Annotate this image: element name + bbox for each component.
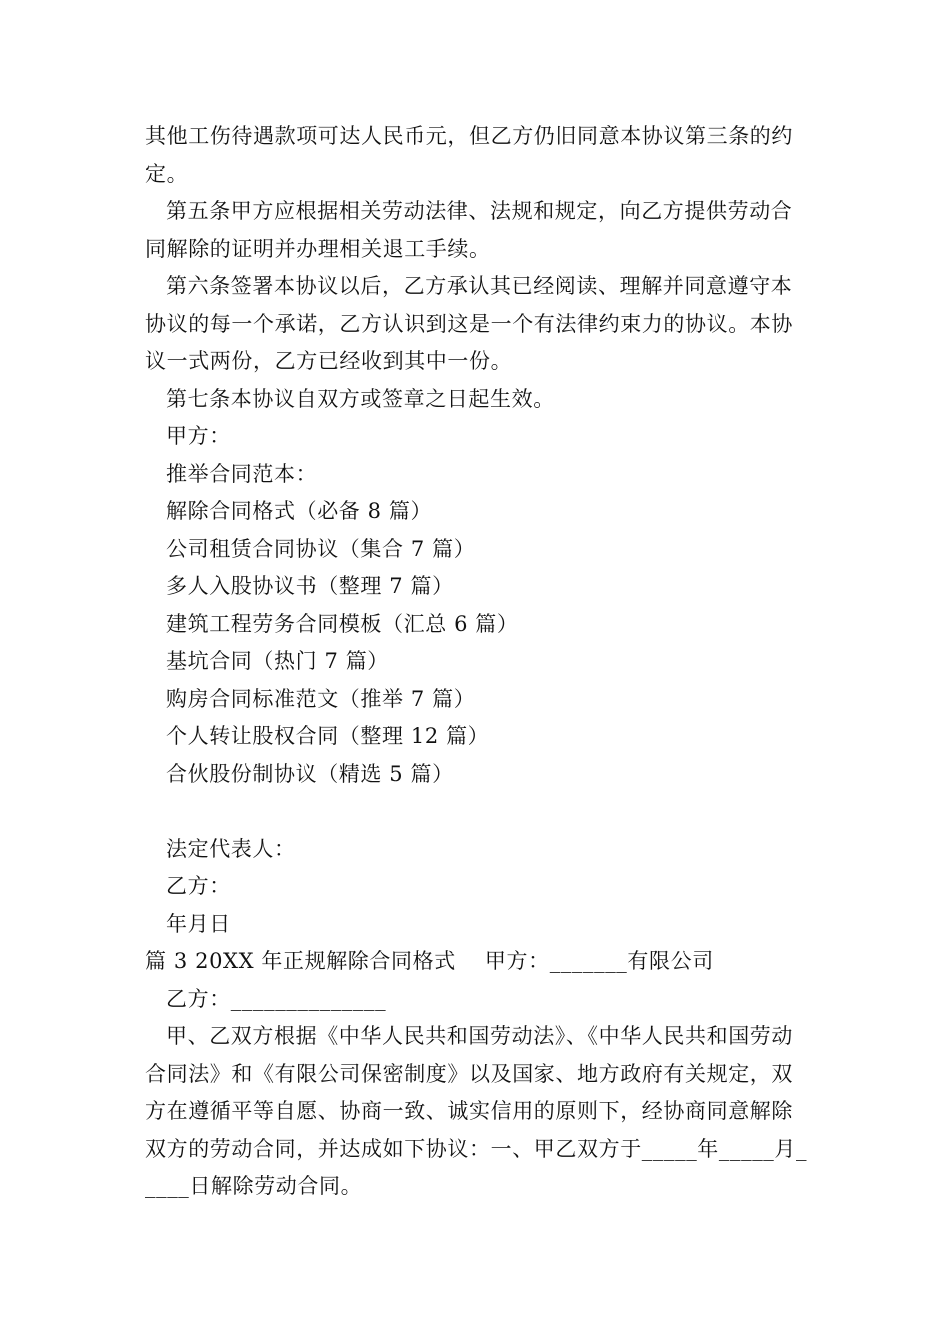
recommended-item[interactable]: 公司租赁合同协议（集合 7 篇）: [166, 536, 476, 561]
party-b-label: 乙方：: [166, 874, 231, 898]
recommended-item[interactable]: 建筑工程劳务合同模板（汇总 6 篇）: [166, 611, 519, 636]
recommended-item[interactable]: 多人入股协议书（整理 7 篇）: [166, 574, 454, 598]
paragraph-injury-compensation: 其他工伤待遇款项可达人民币元，但乙方仍旧同意本协议第三条的约定。: [145, 124, 793, 186]
recommended-item[interactable]: 基坑合同（热门 7 篇）: [166, 649, 389, 673]
recommended-item[interactable]: 个人转让股权合同（整理 12 篇）: [166, 724, 490, 748]
recommended-heading: 推举合同范本：: [166, 461, 318, 486]
legal-representative-label: 法定代表人：: [166, 836, 296, 861]
section-3-body: 甲、乙双方根据《中华人民共和国劳动法》、《中华人民共和国劳动合同法》和《有限公司保密制度》以及国家、地方政府有关规定，双方在遵循平等自愿、协商一致、诚实信用的原则下，经协商同意解除双方的劳动合同，并达成如下协议：一、甲乙双方于_____年_____月_____日解除劳动合同。: [145, 1024, 808, 1198]
document-body: [145, 118, 810, 1206]
party-a-label: 甲方：: [166, 424, 231, 448]
blank-line: [145, 793, 810, 831]
date-label: 年月日: [166, 911, 231, 936]
recommended-item[interactable]: 合伙股份制协议（精选 5 篇）: [166, 761, 454, 786]
section-3-party-b-line: 乙方：______________: [166, 986, 387, 1011]
recommended-item[interactable]: 解除合同格式（必备 8 篇）: [166, 499, 433, 523]
paragraph-article-5: 第五条甲方应根据相关劳动法律、法规和规定，向乙方提供劳动合同解除的证明并办理相关退工手续。: [145, 199, 793, 261]
section-3-heading: 篇 3 20XX 年正规解除合同格式 甲方：_______有限公司: [145, 949, 714, 973]
paragraph-article-6: 第六条签署本协议以后，乙方承认其已经阅读、理解并同意遵守本协议的每一个承诺，乙方认识到这是一个有法律约束力的协议。本协议一式两份，乙方已经收到其中一份。: [145, 274, 793, 373]
recommended-item[interactable]: 购房合同标准范文（推举 7 篇）: [166, 686, 476, 711]
paragraph-article-7: 第七条本协议自双方或签章之日起生效。: [166, 386, 555, 411]
